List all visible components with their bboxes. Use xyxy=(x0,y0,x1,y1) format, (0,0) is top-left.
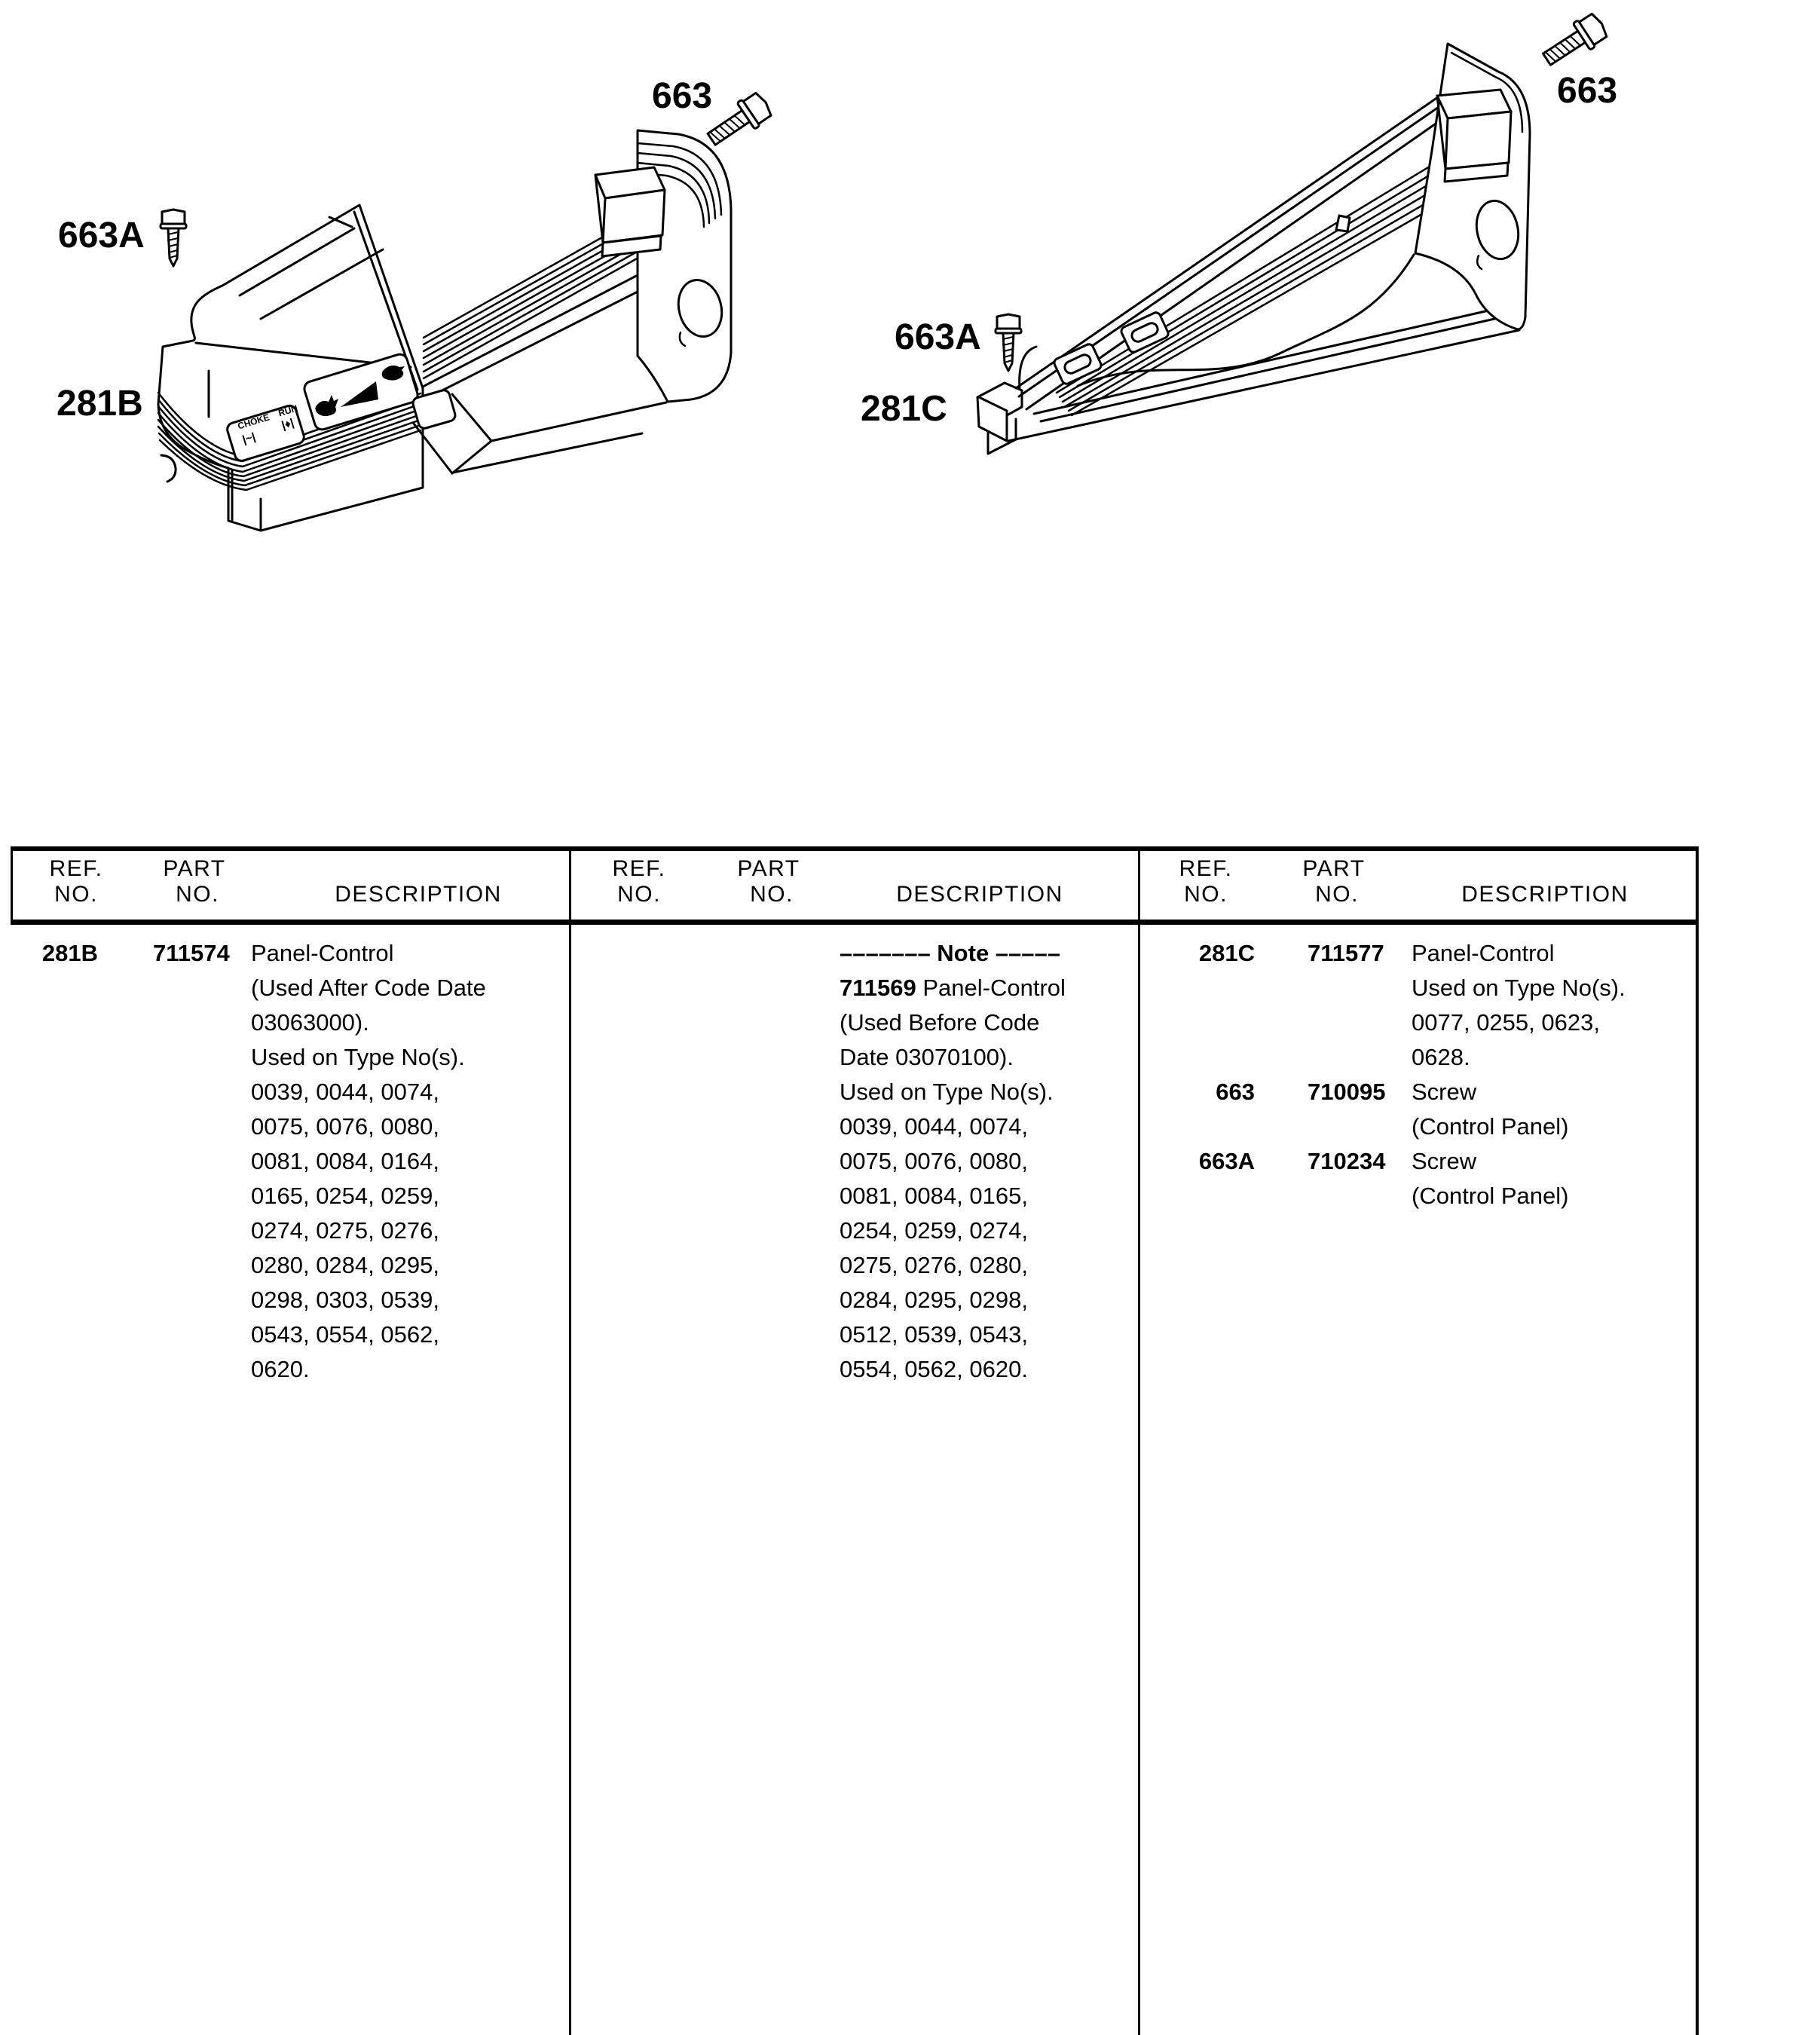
table-row-desc: 0298, 0303, 0539, xyxy=(251,1287,439,1313)
table-top-border xyxy=(11,846,1698,851)
col2-header-ref-no: NO. xyxy=(617,882,661,907)
note-part-line xyxy=(840,976,1066,1001)
table-row-desc: Panel-Control xyxy=(1412,940,1555,966)
right-small-tab xyxy=(1336,216,1350,231)
col3-header-part: PART xyxy=(1302,856,1366,881)
callout-663-right: 663 xyxy=(1557,71,1618,111)
callout-281c: 281C xyxy=(861,389,947,429)
note-line: 0284, 0295, 0298, xyxy=(840,1287,1028,1313)
table-row-ref: 281C xyxy=(1198,940,1255,966)
note-line: 0039, 0044, 0074, xyxy=(840,1113,1028,1140)
left-rail-bracket xyxy=(595,167,665,256)
col3-header-ref-no: NO. xyxy=(1184,882,1228,907)
left-screw-663a-icon xyxy=(161,210,186,266)
note-line: (Used Before Code xyxy=(840,1009,1040,1036)
left-panel-cover-drawing xyxy=(158,90,775,531)
col3-header-ref: REF. xyxy=(1179,856,1233,881)
column-divider-2 xyxy=(1138,846,1140,2035)
plate-choke-text: CHOKE xyxy=(236,412,271,432)
note-line: 0554, 0562, 0620. xyxy=(840,1356,1028,1382)
table-row-desc: 0628. xyxy=(1412,1044,1470,1070)
table-row-desc: 0075, 0076, 0080, xyxy=(251,1113,439,1140)
table-row-ref: 281B xyxy=(41,940,98,966)
col2-header-ref: REF. xyxy=(612,856,666,881)
table-row-desc: 0165, 0254, 0259, xyxy=(251,1183,439,1209)
table-row-desc: Panel-Control xyxy=(251,940,394,966)
right-screw-663-icon xyxy=(1538,11,1610,73)
note-line: 0075, 0076, 0080, xyxy=(840,1148,1028,1174)
note-line: Date 03070100). xyxy=(840,1044,1014,1070)
table-row-part: 710234 xyxy=(1308,1148,1386,1174)
note-line: 0081, 0084, 0165, xyxy=(840,1183,1028,1209)
table-row-desc: 0077, 0255, 0623, xyxy=(1412,1009,1600,1036)
table-row-desc: Used on Type No(s). xyxy=(1412,975,1626,1001)
col1-header-ref-no: NO. xyxy=(54,882,98,907)
note-line: Used on Type No(s). xyxy=(840,1079,1054,1105)
col1-header-part-no: NO. xyxy=(176,882,219,907)
right-rail-end-plate xyxy=(1415,44,1530,329)
plate-run-symbol: |♦| xyxy=(280,416,296,433)
table-row-desc: 0280, 0284, 0295, xyxy=(251,1252,439,1278)
note-line: 0512, 0539, 0543, xyxy=(840,1321,1028,1348)
table-row-desc: Used on Type No(s). xyxy=(251,1044,465,1070)
col1-header-part: PART xyxy=(163,856,226,881)
callout-663a-right: 663A xyxy=(895,317,981,357)
table-row-part: 711577 xyxy=(1308,940,1384,966)
col2-header-part: PART xyxy=(737,856,800,881)
column-divider-1 xyxy=(569,846,571,2035)
table-row-desc: 0620. xyxy=(251,1356,310,1382)
right-rail-bracket xyxy=(1437,90,1511,182)
callout-663-left: 663 xyxy=(652,76,713,116)
plate-run-text: RUN xyxy=(277,402,299,419)
col3-header-description: DESCRIPTION xyxy=(1461,882,1629,907)
table-left-border xyxy=(11,846,13,925)
note-part-desc: Panel-Control xyxy=(916,975,1066,1001)
col1-header-description: DESCRIPTION xyxy=(335,882,502,907)
table-row-desc: 0274, 0275, 0276, xyxy=(251,1217,439,1244)
table-row-desc: Screw xyxy=(1412,1079,1477,1105)
table-row-desc: Screw xyxy=(1412,1148,1477,1174)
table-row-desc: 0081, 0084, 0164, xyxy=(251,1148,439,1174)
col2-header-part-no: NO. xyxy=(750,882,794,907)
col2-header-description: DESCRIPTION xyxy=(896,882,1063,907)
left-screw-663-icon xyxy=(702,90,775,152)
note-part-number: 711569 xyxy=(840,975,916,1001)
table-row-ref: 663 xyxy=(1216,1079,1255,1105)
right-slot-tab-2 xyxy=(1120,311,1170,353)
col1-header-ref: REF. xyxy=(49,856,103,881)
right-screw-663a-icon xyxy=(996,314,1021,371)
table-row-desc: 0039, 0044, 0074, xyxy=(251,1079,439,1105)
table-right-border xyxy=(1696,846,1699,2035)
callout-663a-left: 663A xyxy=(58,216,145,256)
table-header-divider xyxy=(11,920,1698,925)
table-row-desc: (Used After Code Date xyxy=(251,975,486,1001)
note-title: ––––––– Note ––––– xyxy=(840,940,1061,966)
col3-header-part-no: NO. xyxy=(1315,882,1359,907)
table-row-part: 710095 xyxy=(1308,1079,1386,1105)
right-panel-rail-drawing xyxy=(977,11,1610,454)
table-row-desc: (Control Panel) xyxy=(1412,1183,1569,1209)
plate-choke-symbol: |~| xyxy=(240,430,258,447)
table-row-part: 711574 xyxy=(153,940,230,966)
table-row-desc: 0543, 0554, 0562, xyxy=(251,1321,439,1348)
note-line: 0275, 0276, 0280, xyxy=(840,1252,1028,1278)
callout-281b: 281B xyxy=(57,384,143,424)
table-row-desc: 03063000). xyxy=(251,1009,369,1036)
note-line: 0254, 0259, 0274, xyxy=(840,1217,1028,1244)
table-row-desc: (Control Panel) xyxy=(1412,1113,1569,1140)
table-row-ref: 663A xyxy=(1198,1148,1255,1174)
